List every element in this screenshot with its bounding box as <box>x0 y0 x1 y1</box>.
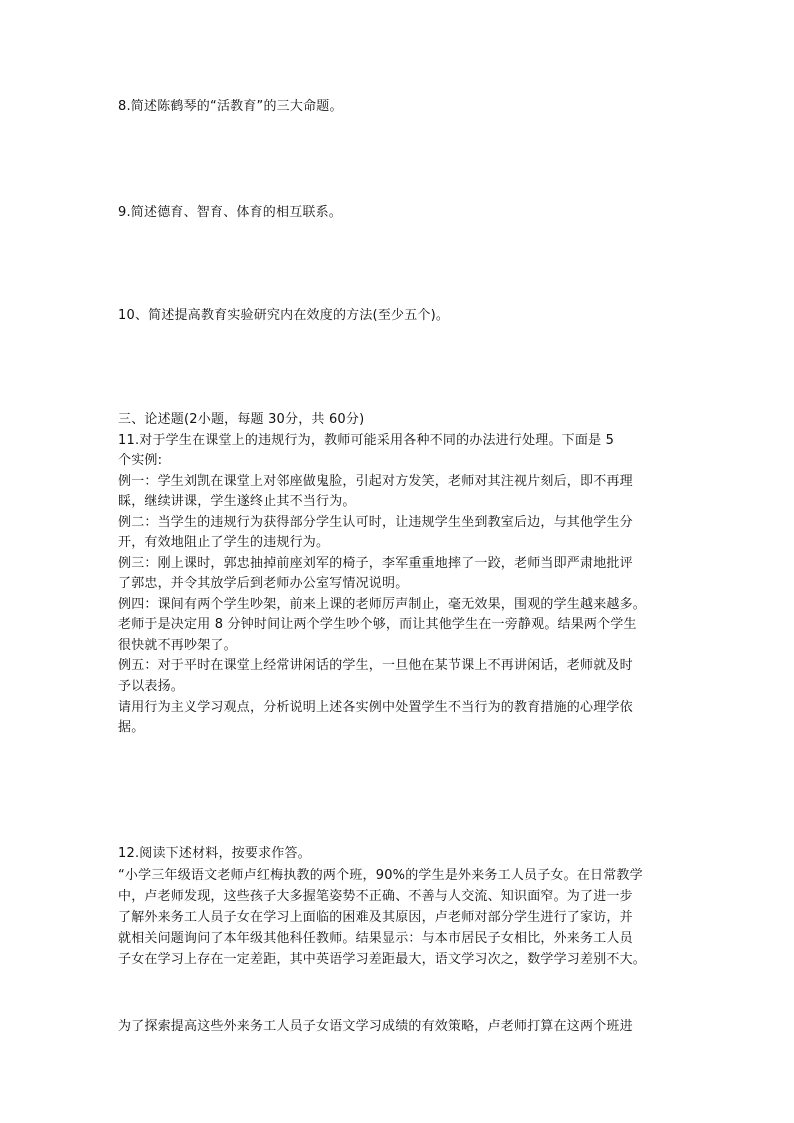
q11-line: 睬，继续讲课，学生遂终止其不当行为。 <box>118 494 356 509</box>
question-10: 10、简述提高教育实验研究内在效度的方法(至少五个)。 <box>118 308 450 323</box>
q11-line: 个实例: <box>118 453 163 468</box>
q12-line: 了解外来务工人员子女在学习上面临的困难及其原因，卢老师对部分学生进行了家访，并 <box>118 910 633 925</box>
q11-line: 例四：课间有两个学生吵架，前来上课的老师厉声制止，毫无效果，围观的学生越来越多。 <box>118 597 647 612</box>
q11-line: 很快就不再吵架了。 <box>118 638 237 653</box>
q11-line: 例五：对于平时在课堂上经常讲闲话的学生，一旦他在某节课上不再讲闲话，老师就及时 <box>118 658 633 673</box>
q12-line: 子女在学习上存在一定差距，其中英语学习差距最大，语文学习次之，数学学习差别不大。 <box>118 952 647 967</box>
q12-line: 就相关问题询问了本年级其他科任教师。结果显示：与本市居民子女相比，外来务工人员 <box>118 931 633 946</box>
section-heading: 三、论述题(2小题，每题 30分，共 60分) <box>118 412 365 427</box>
q11-line: 例二：当学生的违规行为获得部分学生认可时，让违规学生坐到教室后边，与其他学生分 <box>118 515 633 530</box>
q11-line: 老师于是决定用 8 分钟时间让两个学生吵个够，而让其他学生在一旁静观。结果两个学生 <box>118 617 637 632</box>
q11-line: 请用行为主义学习观点，分析说明上述各实例中处置学生不当行为的教育措施的心理学依 <box>118 700 633 715</box>
q12-line: “小学三年级语文老师卢红梅执教的两个班，90%的学生是外来务工人员子女。在日常教学 <box>118 868 643 883</box>
q12-line: 为了探索提高这些外来务工人员子女语文学习成绩的有效策略，卢老师打算在这两个班进 <box>118 1019 633 1034</box>
q11-line: 予以表扬。 <box>118 679 185 694</box>
q11-line: 例三：刚上课时，郭忠抽掉前座刘军的椅子，李军重重地摔了一跤，老师当即严肃地批评 <box>118 556 633 571</box>
q12-line: 12.阅读下述材料，按要求作答。 <box>118 846 311 861</box>
q11-line: 了郭忠，并令其放学后到老师办公室写情况说明。 <box>118 576 409 591</box>
q11-line: 例一：学生刘凯在课堂上对邻座做鬼脸，引起对方发笑，老师对其注视片刻后，即不再理 <box>118 474 633 489</box>
question-9: 9.简述德育、智育、体育的相互联系。 <box>118 205 343 220</box>
q11-line: 开，有效地阻止了学生的违规行为。 <box>118 535 330 550</box>
q12-line: 中，卢老师发现，这些孩子大多握笔姿势不正确、不善与人交流、知识面窄。为了进一步 <box>118 889 633 904</box>
q11-line: 据。 <box>118 720 145 735</box>
question-8: 8.简述陈鹤琴的“活教育”的三大命题。 <box>118 99 343 114</box>
q11-line: 11.对于学生在课堂上的违规行为，教师可能采用各种不同的办法进行处理。下面是 5 <box>118 433 615 448</box>
